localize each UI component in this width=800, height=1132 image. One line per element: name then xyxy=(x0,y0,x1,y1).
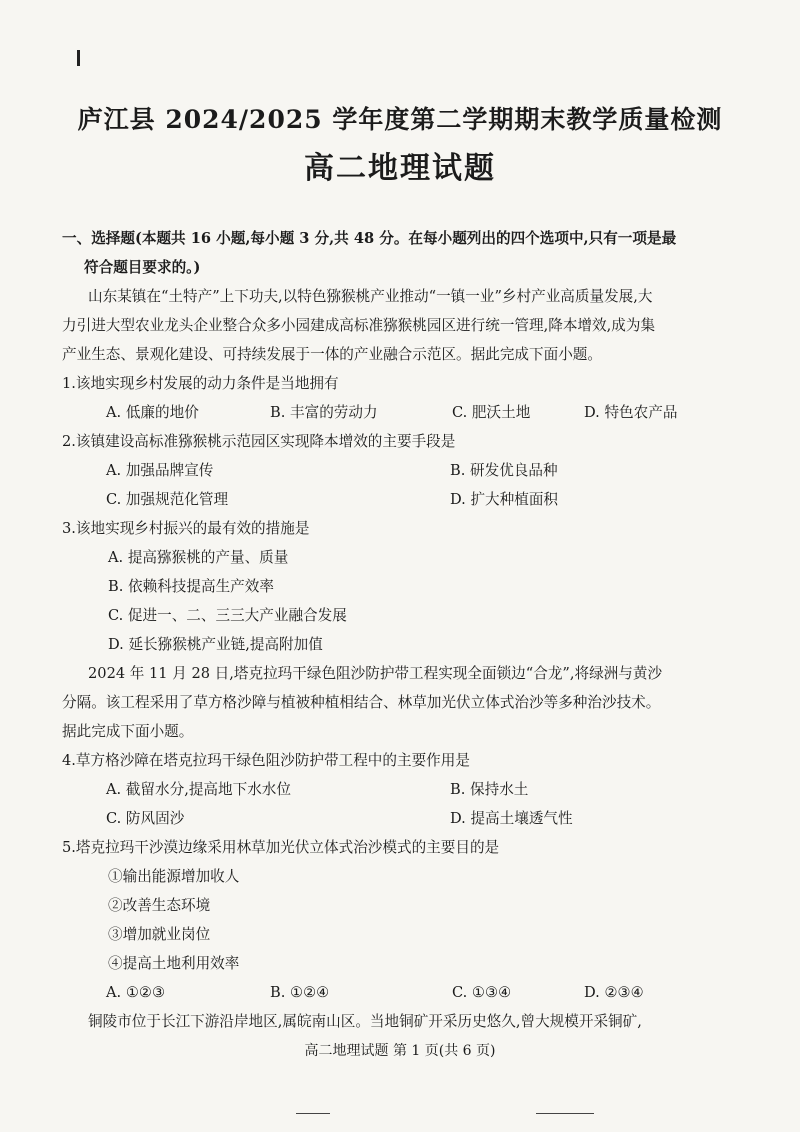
question-2-options-row-2 xyxy=(62,485,732,514)
question-5-options xyxy=(62,978,732,1007)
q5-item-4: ④提高土地利用效率 xyxy=(108,955,240,972)
passage-2-line-3: 据此完成下面小题。 xyxy=(62,723,194,740)
passage-1-line-3: 产业生态、景观化建设、可持续发展于一体的产业融合示范区。据此完成下面小题。 xyxy=(62,346,602,363)
q5-item-3: ③增加就业岗位 xyxy=(108,926,211,943)
exam-subtitle: 高二地理试题 xyxy=(304,151,496,186)
question-1-options xyxy=(62,398,732,427)
q1-option-b[interactable]: B. 丰富的劳动力 xyxy=(270,404,378,421)
question-body xyxy=(62,224,732,1036)
section-heading-cont: 符合题目要求的。) xyxy=(84,259,201,276)
question-5-stem: 5.塔克拉玛干沙漠边缘采用林草加光伏立体式治沙模式的主要目的是 xyxy=(62,839,500,856)
q4-option-c[interactable]: C. 防风固沙 xyxy=(106,810,185,827)
q3-option-b[interactable]: B. 依赖科技提高生产效率 xyxy=(108,578,274,595)
q4-option-a[interactable]: A. 截留水分,提高地下水水位 xyxy=(106,781,291,798)
question-2-options-row-1 xyxy=(62,456,732,485)
corner-mark xyxy=(77,50,80,66)
q1-option-c[interactable]: C. 肥沃土地 xyxy=(452,404,531,421)
footer-rule-right xyxy=(536,1113,594,1114)
passage-2-line-2: 分隔。该工程采用了草方格沙障与植被种植相结合、林草加光伏立体式治沙等多种治沙技术。 xyxy=(62,694,661,711)
question-1-stem: 1.该地实现乡村发展的动力条件是当地拥有 xyxy=(62,375,339,392)
q5-item-2: ②改善生态环境 xyxy=(108,897,211,914)
q3-option-c[interactable]: C. 促进一、二、三三大产业融合发展 xyxy=(108,607,347,624)
page-footer: 高二地理试题 第 1 页(共 6 页) xyxy=(304,1043,496,1059)
question-4-stem: 4.草方格沙障在塔克拉玛干绿色阻沙防护带工程中的主要作用是 xyxy=(62,752,470,769)
passage-2-line-1: 2024 年 11 月 28 日,塔克拉玛干绿色阻沙防护带工程实现全面锁边“合龙”,将绿洲与黄沙 xyxy=(88,665,663,682)
q3-option-a[interactable]: A. 提高猕猴桃的产量、质量 xyxy=(108,549,289,566)
q3-option-d[interactable]: D. 延长猕猴桃产业链,提高附加值 xyxy=(108,636,323,653)
q5-item-1: ①输出能源增加收人 xyxy=(108,868,240,885)
q5-option-d[interactable]: D. ②③④ xyxy=(584,984,644,1001)
q1-option-d[interactable]: D. 特色农产品 xyxy=(584,404,678,421)
q5-option-a[interactable]: A. ①②③ xyxy=(106,984,166,1001)
passage-3-line-1: 铜陵市位于长江下游沿岸地区,属皖南山区。当地铜矿开采历史悠久,曾大规模开采铜矿, xyxy=(88,1013,642,1030)
q4-option-b[interactable]: B. 保持水土 xyxy=(450,781,529,798)
question-4-options-row-2 xyxy=(62,804,732,833)
q4-option-d[interactable]: D. 提高土壤透气性 xyxy=(450,810,573,827)
question-2-stem: 2.该镇建设高标准猕猴桃示范园区实现降本增效的主要手段是 xyxy=(62,433,456,450)
q2-option-b[interactable]: B. 研发优良品种 xyxy=(450,462,558,479)
q2-option-d[interactable]: D. 扩大种植面积 xyxy=(450,491,559,508)
passage-1-line-2: 力引进大型农业龙头企业整合众多小园建成高标准猕猴桃园区进行统一管理,降本增效,成为集 xyxy=(62,317,656,334)
q1-option-a[interactable]: A. 低廉的地价 xyxy=(106,404,199,421)
footer-rule-left xyxy=(296,1113,330,1114)
passage-1-line-1: 山东某镇在“土特产”上下功夫,以特色猕猴桃产业推动“一镇一业”乡村产业高质量发展,大 xyxy=(88,288,653,305)
q2-option-a[interactable]: A. 加强品牌宣传 xyxy=(106,462,214,479)
question-3-stem: 3.该地实现乡村振兴的最有效的措施是 xyxy=(62,520,310,537)
q2-option-c[interactable]: C. 加强规范化管理 xyxy=(106,491,229,508)
q5-option-b[interactable]: B. ①②④ xyxy=(270,984,330,1001)
question-4-options-row-1 xyxy=(62,775,732,804)
section-heading: 一、选择题(本题共 16 小题,每小题 3 分,共 48 分。在每小题列出的四个选项中,只有一项是最 xyxy=(62,230,677,247)
exam-title: 庐江县 2024/2025 学年度第二学期期末教学质量检测 xyxy=(77,105,723,134)
q5-option-c[interactable]: C. ①③④ xyxy=(452,984,512,1001)
